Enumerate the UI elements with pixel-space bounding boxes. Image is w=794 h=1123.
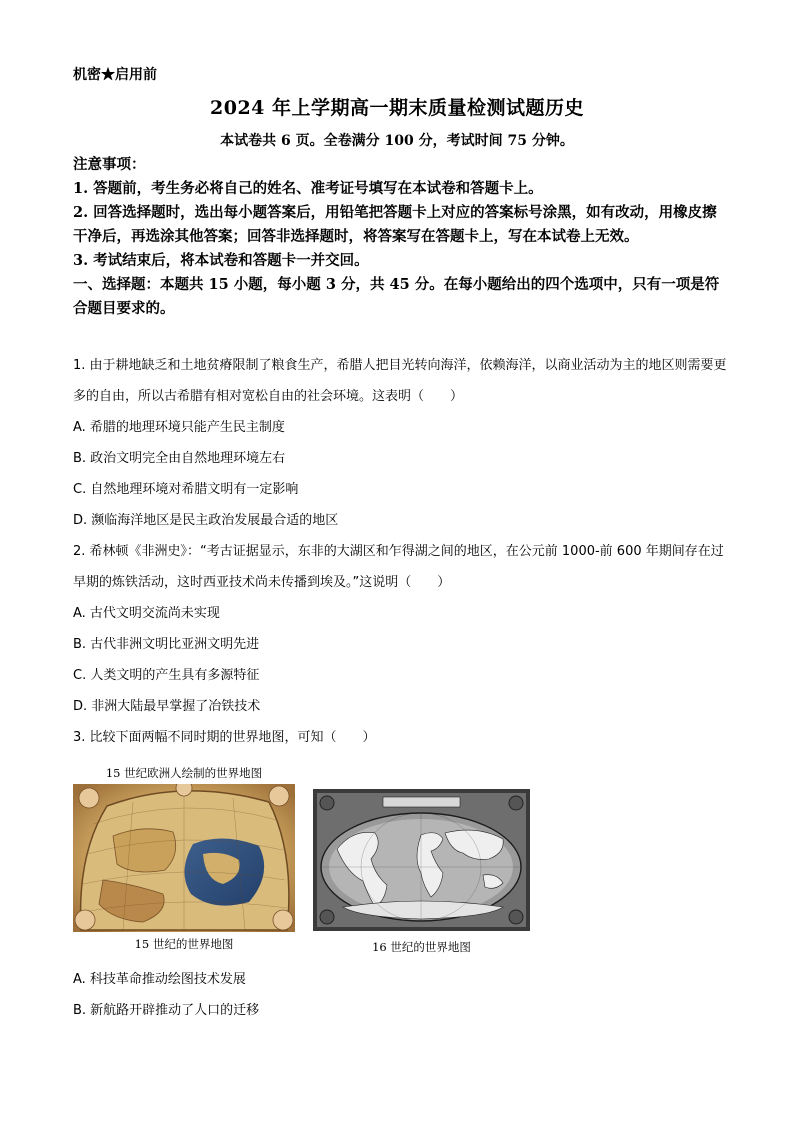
notice-item-3: 3. 考试结束后，将本试卷和答题卡一并交回。 — [73, 252, 369, 269]
notice-item-2: 2. 回答选择题时，选出每小题答案后，用铅笔把答题卡上对应的答案标号涂黑，如有改动，用橡皮擦干净后，再选涂其他答案；回答非选择题时，将答案写在答题卡上，写在本试卷上无效。 — [73, 204, 717, 245]
option-c: C. 人类文明的产生具有多源特征 — [73, 668, 260, 683]
question-stem: 1. 由于耕地缺乏和土地贫瘠限制了粮食生产，希腊人把目光转向海洋，依赖海洋，以商业活动为主的地区则需要更多的自由，所以古希腊有相对宽松自由的社会环境。这表明（ ） — [73, 358, 727, 404]
confidential-mark: 机密★启用前 — [73, 67, 157, 83]
option-b: B. 政治文明完全由自然地理环境左右 — [73, 451, 286, 466]
notice-heading: 注意事项： — [73, 156, 146, 173]
option-a: A. 科技革命推动绘图技术发展 — [73, 972, 246, 987]
option-d: D. 非洲大陆最早掌握了冶铁技术 — [73, 699, 261, 714]
figure-left-title: 15 世纪欧洲人绘制的世界地图 — [105, 766, 263, 780]
map-16th-century-image — [313, 789, 530, 931]
option-b: B. 古代非洲文明比亚洲文明先进 — [73, 637, 260, 652]
map-15th-century-image — [73, 784, 295, 932]
question-stem: 3. 比较下面两幅不同时期的世界地图，可知（ ） — [73, 730, 376, 745]
question-stem: 2. 希林顿《非洲史》：“考古证据显示，东非的大湖区和乍得湖之间的地区，在公元前 1000-前 600 年期间存在过早期的炼铁活动，这时西亚技术尚未传播到埃及。”这说明（ ） — [73, 544, 724, 590]
section-heading: 一、选择题：本题共 15 小题，每小题 3 分，共 45 分。在每小题给出的四个选项中，只有一项是符合题目要求的。 — [73, 276, 720, 317]
map-16th-century — [313, 789, 530, 931]
question-3-options — [73, 964, 733, 1026]
exam-subtitle: 本试卷共 6 页。全卷满分 100 分，考试时间 75 分钟。 — [220, 133, 574, 149]
question-3 — [73, 722, 733, 753]
exam-title: 2024 年上学期高一期末质量检测试题历史 — [210, 97, 584, 119]
figure-right-caption: 16 世纪的世界地图 — [372, 940, 471, 954]
figure-left-caption: 15 世纪的世界地图 — [134, 937, 234, 951]
option-a: A. 古代文明交流尚未实现 — [73, 606, 220, 621]
option-c: C. 自然地理环境对希腊文明有一定影响 — [73, 482, 299, 497]
notice-item-1: 1. 答题前，考生务必将自己的姓名、准考证号填写在本试卷和答题卡上。 — [73, 180, 543, 197]
option-d: D. 濒临海洋地区是民主政治发展最合适的地区 — [73, 513, 339, 528]
question-2 — [73, 536, 733, 722]
question-1 — [73, 350, 733, 536]
option-a: A. 希腊的地理环境只能产生民主制度 — [73, 420, 285, 435]
option-b: B. 新航路开辟推动了人口的迁移 — [73, 1003, 260, 1018]
map-15th-century — [73, 784, 295, 932]
notice-block — [73, 153, 723, 321]
